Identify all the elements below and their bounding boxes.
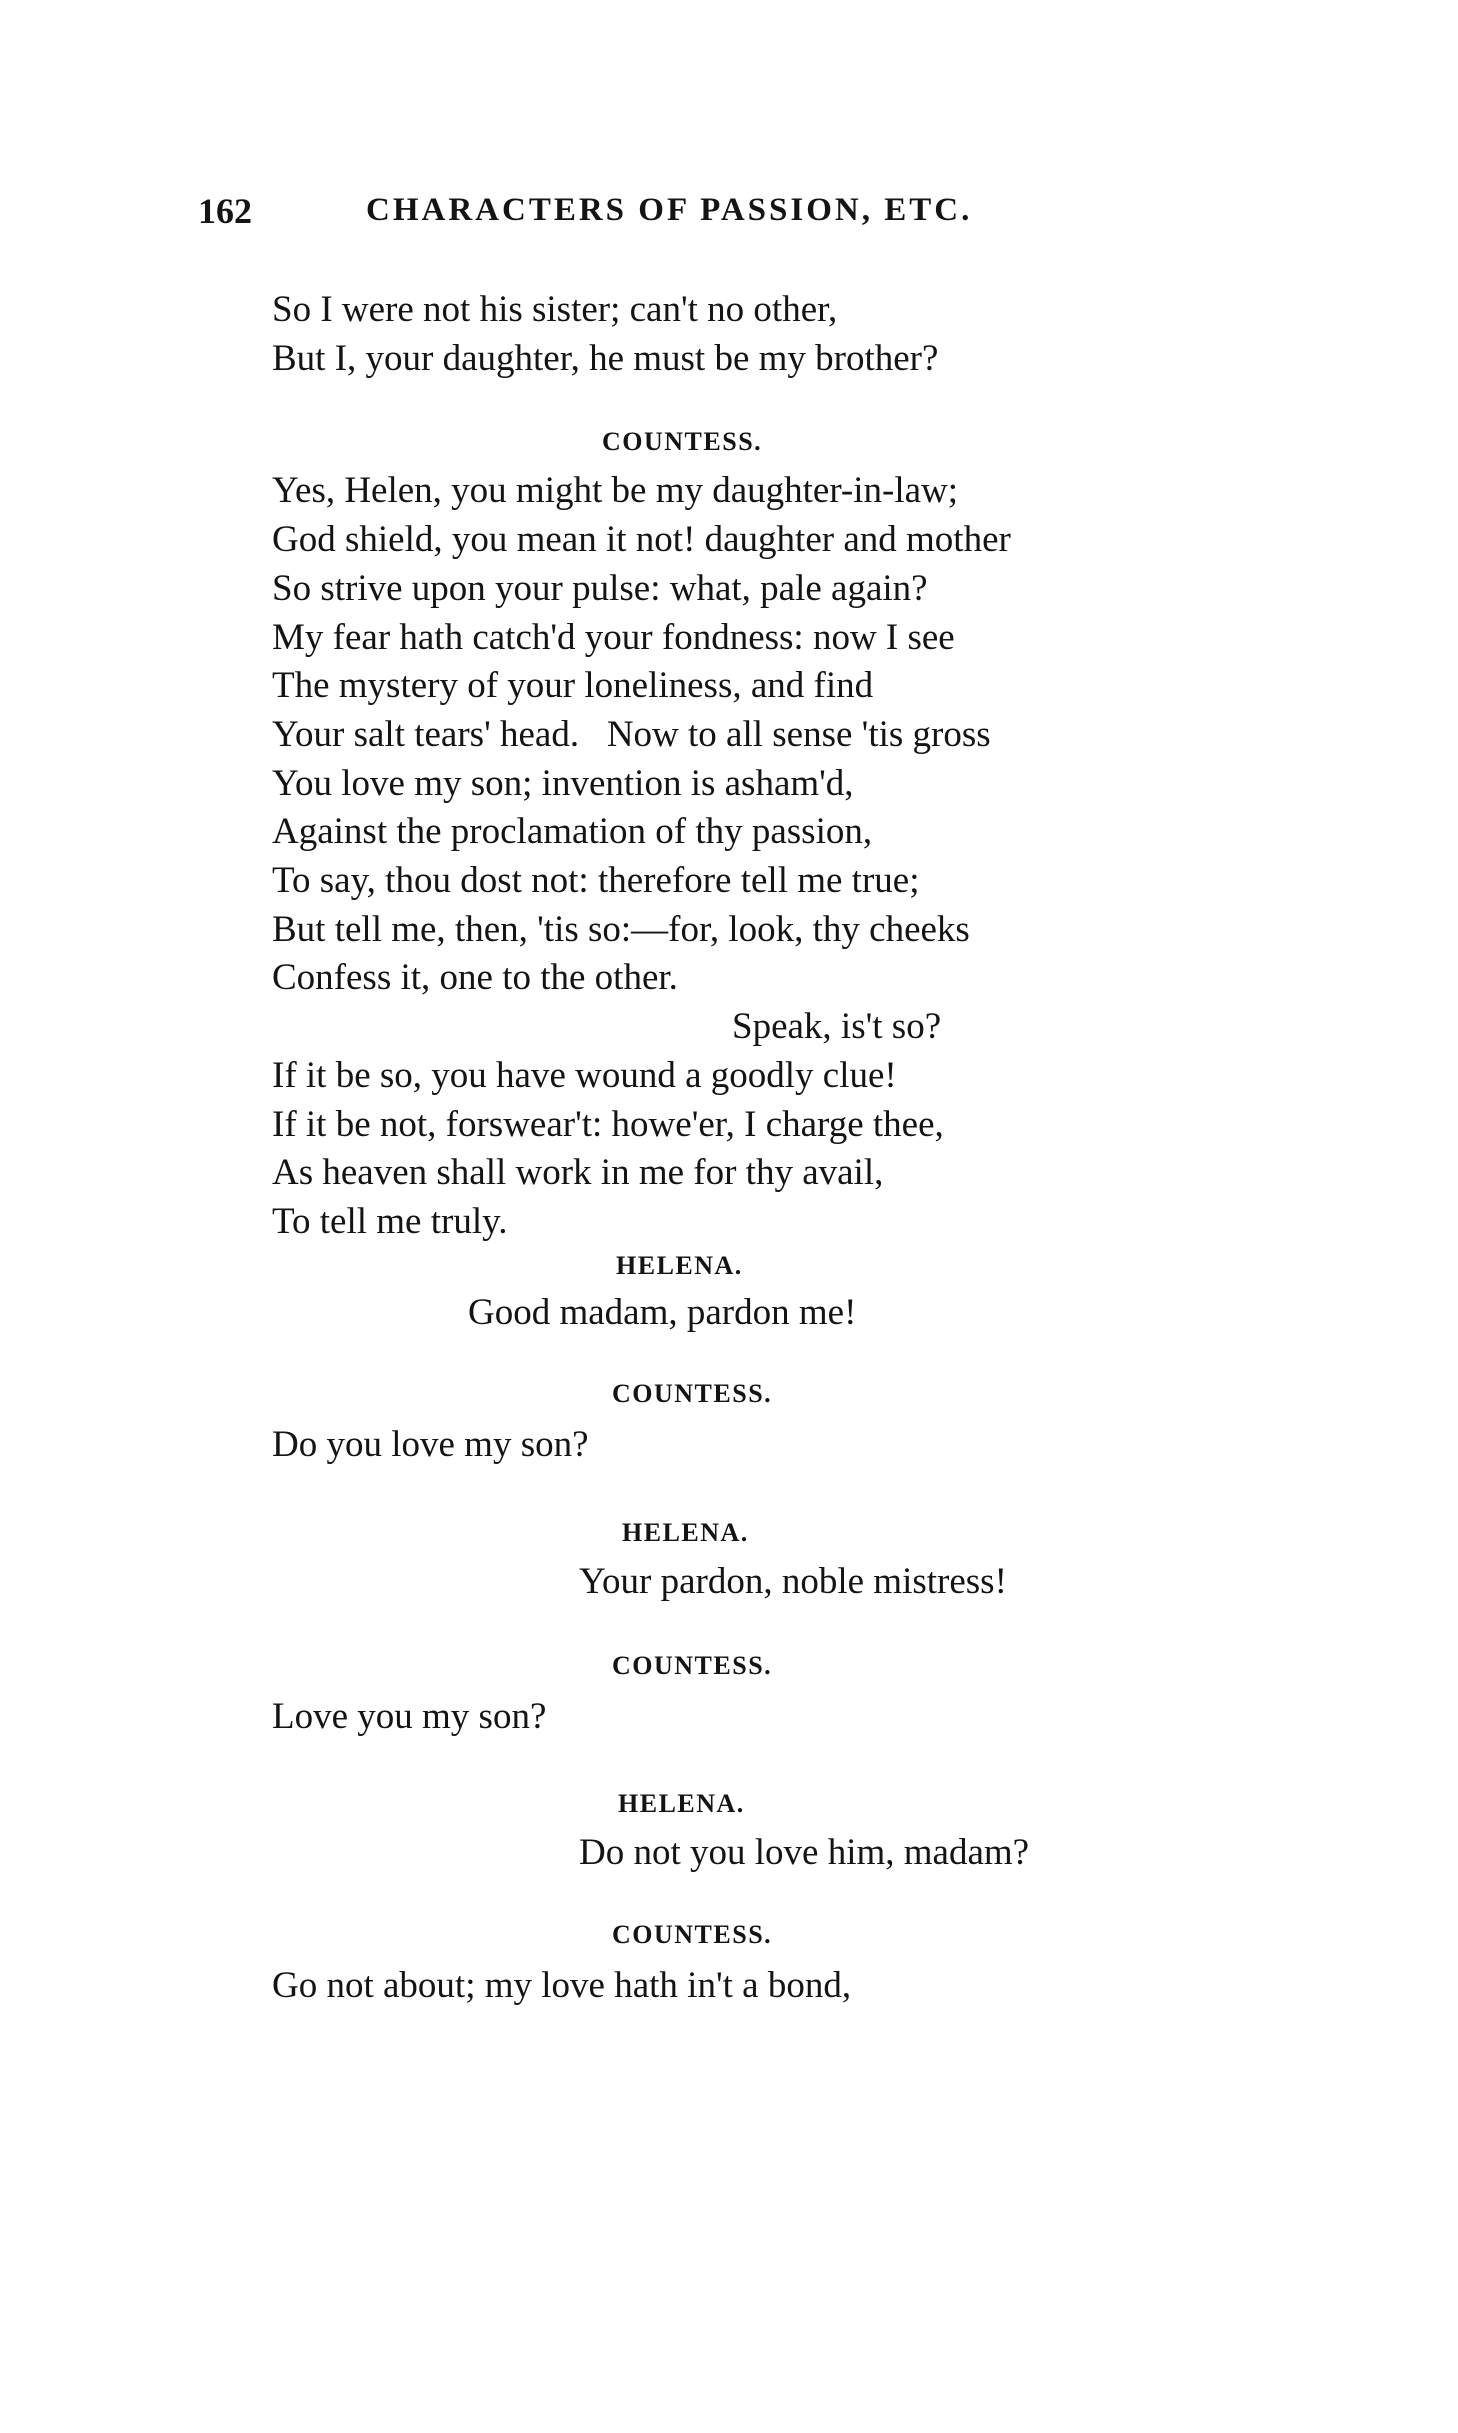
- verse-line-indented: Your pardon, noble mistress!: [579, 1561, 1007, 1603]
- speaker-heading: HELENA.: [622, 1518, 749, 1548]
- verse-line: Go not about; my love hath in't a bond,: [272, 1965, 852, 2007]
- speaker-heading: COUNTESS.: [612, 1920, 773, 1950]
- verse-line: So strive upon your pulse: what, pale again?: [272, 567, 928, 609]
- verse-line: As heaven shall work in me for thy avail,: [272, 1152, 884, 1194]
- speaker-heading: HELENA.: [616, 1250, 743, 1280]
- page-number: 162: [198, 191, 252, 231]
- verse-line: But tell me, then, 'tis so:—for, look, thy cheeks: [272, 908, 970, 950]
- verse-line-indented: Good madam, pardon me!: [468, 1291, 857, 1333]
- verse-line: The mystery of your loneliness, and find: [272, 665, 874, 707]
- verse-line: Yes, Helen, you might be my daughter-in-law;: [272, 470, 959, 512]
- verse-line: My fear hath catch'd your fondness: now I see: [272, 616, 955, 658]
- speaker-heading: COUNTESS.: [602, 427, 763, 457]
- play-text: [272, 286, 1272, 2011]
- verse-line-indented: Do not you love him, madam?: [579, 1832, 1030, 1874]
- running-title: CHARACTERS OF PASSION, ETC.: [366, 192, 973, 228]
- verse-line: You love my son; invention is asham'd,: [272, 762, 854, 804]
- speaker-heading: COUNTESS.: [612, 1379, 773, 1409]
- verse-line: If it be so, you have wound a goodly clue!: [272, 1054, 897, 1096]
- speaker-heading: COUNTESS.: [612, 1650, 773, 1680]
- verse-line: To tell me truly.: [272, 1200, 508, 1242]
- verse-line: So I were not his sister; can't no other,: [272, 289, 838, 330]
- verse-line: To say, thou dost not: therefore tell me true;: [272, 860, 920, 902]
- verse-line: Confess it, one to the other.: [272, 957, 678, 999]
- verse-line: Do you love my son?: [272, 1424, 589, 1466]
- speaker-heading: HELENA.: [618, 1789, 745, 1819]
- verse-line: Against the proclamation of thy passion,: [272, 811, 873, 853]
- verse-line: But I, your daughter, he must be my brother?: [272, 337, 939, 379]
- verse-line: Your salt tears' head. Now to all sense 'tis gross: [272, 713, 991, 755]
- verse-line: If it be not, forswear't: howe'er, I charge thee,: [272, 1103, 944, 1145]
- verse-line: Love you my son?: [272, 1695, 547, 1737]
- verse-line: God shield, you mean it not! daughter and mother: [272, 519, 1011, 561]
- verse-line-indented: Speak, is't so?: [732, 1006, 942, 1048]
